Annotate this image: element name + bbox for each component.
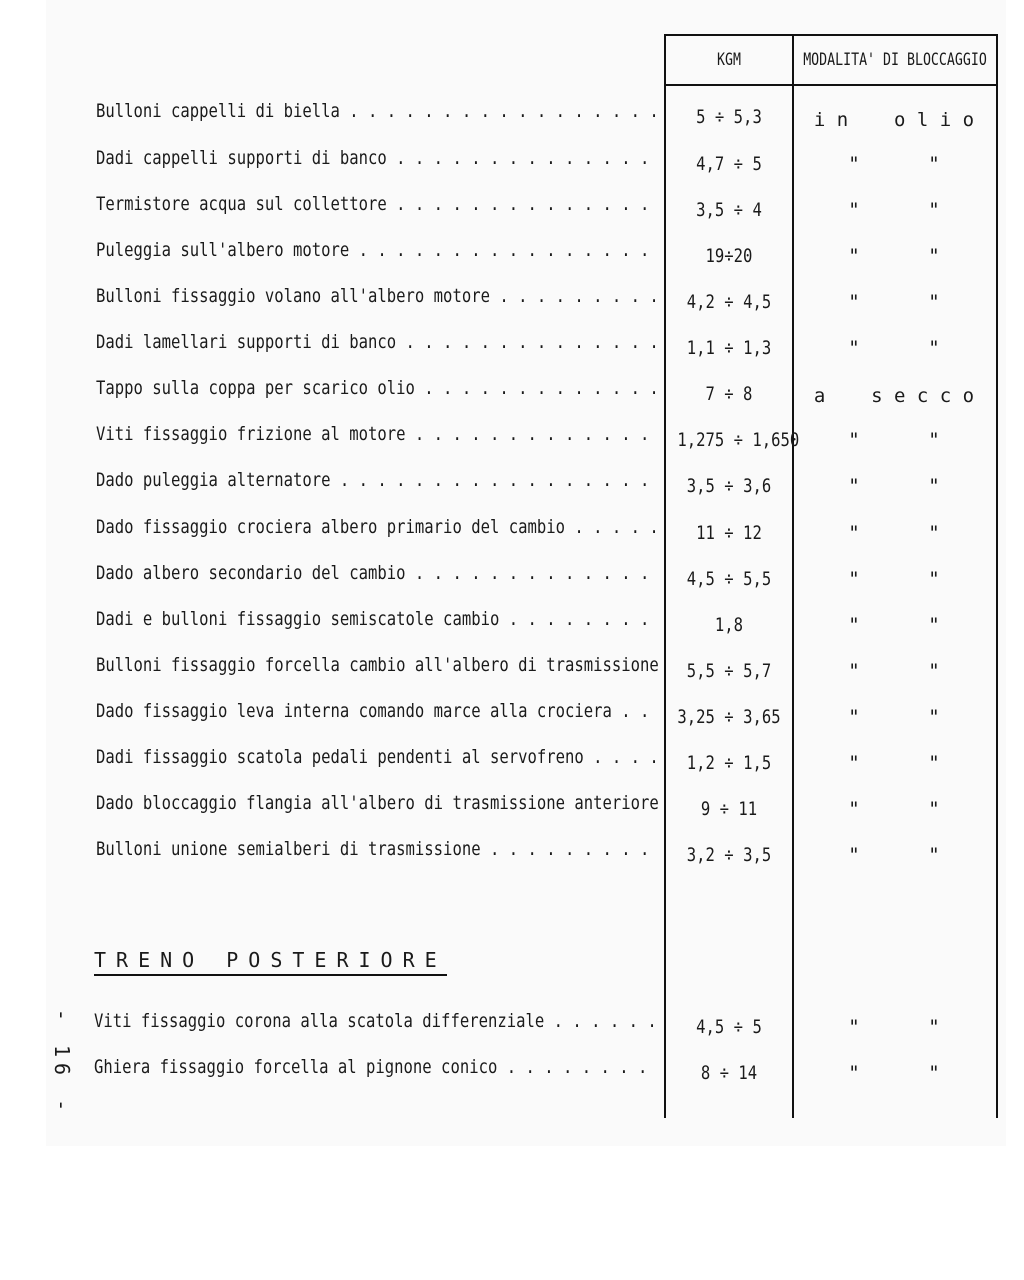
- row-kgm: 4,2 ÷ 4,5: [686, 291, 772, 313]
- row-description: Bulloni fissaggio forcella cambio all'albero di trasmissione: [96, 654, 659, 676]
- row-description: Tappo sulla coppa per scarico olio . . . . . . . . . . . . .: [96, 377, 659, 399]
- row-mode: " ": [848, 660, 940, 682]
- table-row: [0, 147, 1024, 177]
- row-kgm: 9 ÷ 11: [700, 798, 758, 820]
- row-description: Viti fissaggio frizione al motore . . . . . . . . . . . . .: [96, 423, 650, 445]
- table-row: [0, 562, 1024, 592]
- table-row: [0, 239, 1024, 269]
- row-description: Bulloni cappelli di biella . . . . . . . . . . . . . . . . .: [96, 100, 659, 122]
- row-mode: " ": [848, 706, 940, 728]
- row-mode: " ": [848, 844, 940, 866]
- row-mode: " ": [848, 798, 940, 820]
- table-row: [0, 423, 1024, 453]
- row-mode: " ": [848, 475, 940, 497]
- row-mode: " ": [848, 291, 940, 313]
- row-kgm: 3,25 ÷ 3,65: [677, 706, 781, 728]
- row-kgm: 1,2 ÷ 1,5: [686, 752, 772, 774]
- row-mode: " ": [848, 1062, 940, 1084]
- row-mode: " ": [848, 522, 940, 544]
- mode-column-header: MODALITA' DI BLOCCAGGIO: [803, 50, 987, 70]
- row-description: Dado puleggia alternatore . . . . . . . . . . . . . . . . .: [96, 469, 650, 491]
- table-row: [0, 469, 1024, 499]
- row-description: Dado fissaggio crociera albero primario del cambio . . . . .: [96, 516, 659, 538]
- kgm-column-header: KGM: [717, 50, 741, 70]
- row-description: Viti fissaggio corona alla scatola differenziale . . . . . .: [94, 1010, 657, 1032]
- section-heading-treno-posteriore: TRENO POSTERIORE: [94, 948, 447, 976]
- row-kgm: 4,5 ÷ 5,5: [686, 568, 772, 590]
- row-mode: " ": [848, 429, 940, 451]
- table-row: [0, 100, 1024, 130]
- table-row: [0, 377, 1024, 407]
- table-row: [0, 1056, 1024, 1086]
- table-row: [0, 654, 1024, 684]
- row-mode: " ": [848, 245, 940, 267]
- row-description: Dadi cappelli supporti di banco . . . . . . . . . . . . . .: [96, 147, 650, 169]
- row-kgm: 3,5 ÷ 4: [696, 199, 762, 221]
- row-kgm: 19÷20: [705, 245, 753, 267]
- row-mode: " ": [848, 153, 940, 175]
- table-row: [0, 838, 1024, 868]
- row-mode: a s e c c o: [813, 385, 975, 407]
- row-kgm: 4,5 ÷ 5: [696, 1016, 762, 1038]
- table-row: [0, 193, 1024, 223]
- row-kgm: 1,275 ÷ 1,650: [677, 429, 800, 451]
- row-kgm: 4,7 ÷ 5: [696, 153, 762, 175]
- row-description: Bulloni unione semialberi di trasmissione . . . . . . . . .: [96, 838, 650, 860]
- table-row: [0, 700, 1024, 730]
- table-row: [0, 792, 1024, 822]
- row-kgm: 3,5 ÷ 3,6: [686, 475, 772, 497]
- table-row: [0, 1010, 1024, 1040]
- row-description: Puleggia sull'albero motore . . . . . . . . . . . . . . . .: [96, 239, 650, 261]
- table-row: [0, 285, 1024, 315]
- table-row: [0, 746, 1024, 776]
- row-kgm: 8 ÷ 14: [700, 1062, 758, 1084]
- row-description: Bulloni fissaggio volano all'albero motore . . . . . . . . .: [96, 285, 659, 307]
- row-mode: " ": [848, 1016, 940, 1038]
- row-kgm: 1,8: [714, 614, 744, 636]
- page-number-text: - 16 -: [50, 1008, 74, 1118]
- row-kgm: 5,5 ÷ 5,7: [686, 660, 772, 682]
- row-kgm: 5 ÷ 5,3: [696, 106, 762, 128]
- row-mode: i n o l i o: [813, 109, 975, 131]
- row-description: Ghiera fissaggio forcella al pignone conico . . . . . . . .: [94, 1056, 648, 1078]
- row-description: Dadi lamellari supporti di banco . . . . . . . . . . . . . .: [96, 331, 659, 353]
- row-kgm: 3,2 ÷ 3,5: [686, 844, 772, 866]
- row-description: Dadi fissaggio scatola pedali pendenti al servofreno . . . .: [96, 746, 659, 768]
- row-mode: " ": [848, 337, 940, 359]
- page-number: [50, 1008, 74, 1118]
- row-mode: " ": [848, 568, 940, 590]
- row-kgm: 11 ÷ 12: [696, 522, 762, 544]
- row-mode: " ": [848, 752, 940, 774]
- table-row: [0, 331, 1024, 361]
- table-header-divider: [664, 84, 998, 86]
- row-description: Dado bloccaggio flangia all'albero di trasmissione anteriore: [96, 792, 659, 814]
- table-row: [0, 516, 1024, 546]
- row-description: Termistore acqua sul collettore . . . . . . . . . . . . . .: [96, 193, 650, 215]
- row-kgm: 7 ÷ 8: [705, 383, 753, 405]
- row-mode: " ": [848, 199, 940, 221]
- row-kgm: 1,1 ÷ 1,3: [686, 337, 772, 359]
- table-row: [0, 608, 1024, 638]
- row-description: Dado fissaggio leva interna comando marce alla crociera . .: [96, 700, 650, 722]
- row-description: Dado albero secondario del cambio . . . . . . . . . . . . .: [96, 562, 650, 584]
- row-description: Dadi e bulloni fissaggio semiscatole cambio . . . . . . . .: [96, 608, 650, 630]
- row-mode: " ": [848, 614, 940, 636]
